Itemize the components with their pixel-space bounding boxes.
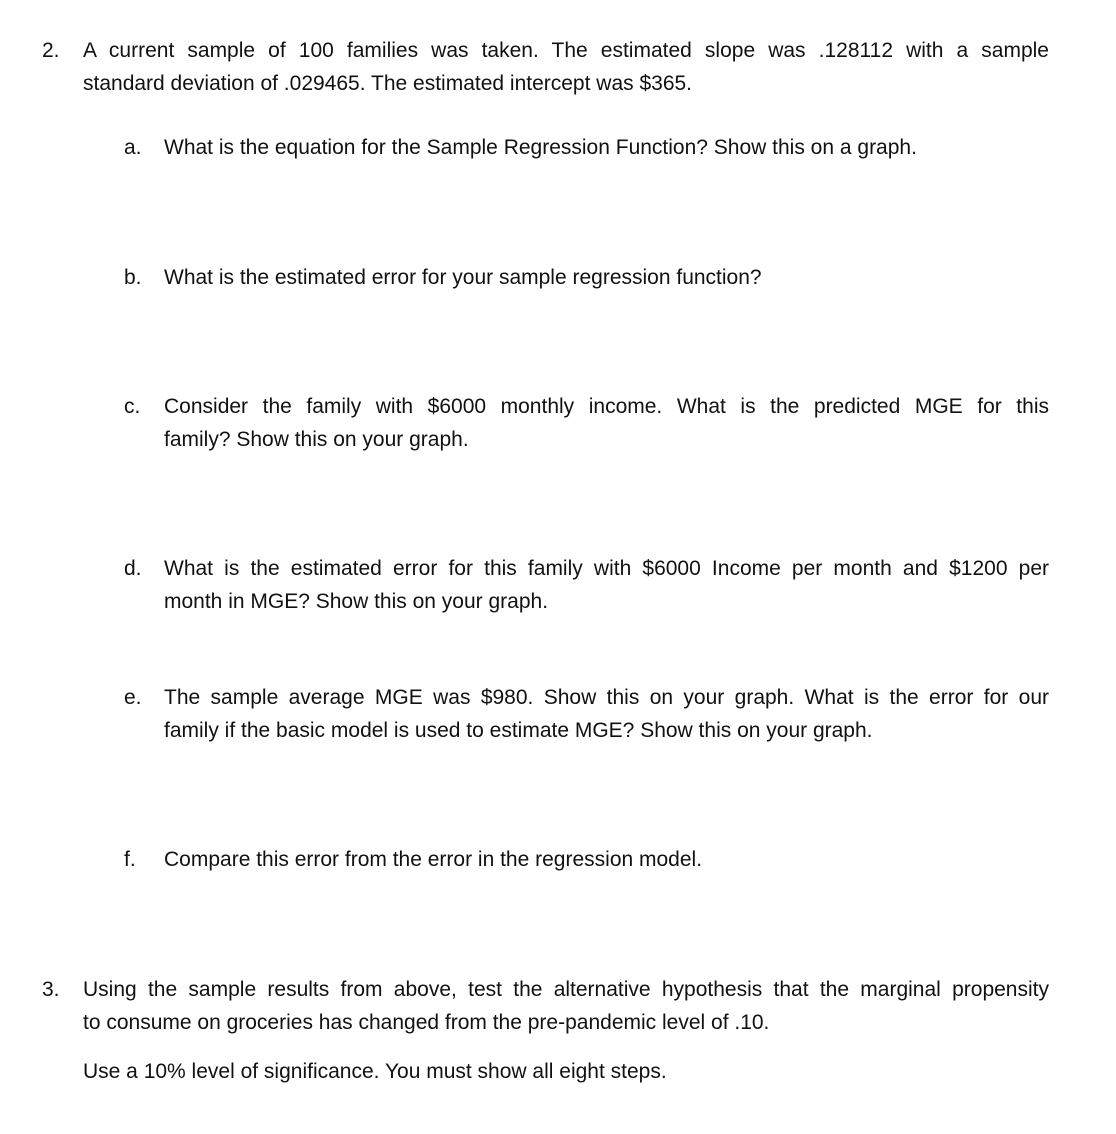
question-number: 3.: [42, 978, 60, 1001]
question-text-line: A current sample of 100 families was taken. The estimated slope was .128112 with a sample: [83, 39, 1049, 62]
question-number: 2.: [42, 39, 60, 62]
part-label: f.: [124, 848, 136, 871]
part-text-line: family if the basic model is used to estimate MGE? Show this on your graph.: [164, 719, 873, 742]
part-text: [164, 681, 1049, 747]
part-label: e.: [124, 686, 142, 709]
part-label: c.: [124, 395, 141, 418]
part-text-line: family? Show this on your graph.: [164, 428, 469, 451]
part-text-line: What is the estimated error for your sample regression function?: [164, 266, 762, 289]
part-label: d.: [124, 557, 142, 580]
part-text: [164, 843, 1049, 876]
part-text-line: The sample average MGE was $980. Show this on your graph. What is the error for our: [164, 686, 1049, 709]
question-text-line: to consume on groceries has changed from the pre-pandemic level of .10.: [83, 1011, 770, 1034]
part-text: [164, 131, 1049, 164]
question-text-line: Using the sample results from above, test the alternative hypothesis that the marginal propensity: [83, 978, 1049, 1001]
part-text-line: month in MGE? Show this on your graph.: [164, 590, 549, 613]
instruction-text: [83, 1055, 1049, 1088]
part-text-line: Compare this error from the error in the regression model.: [164, 848, 703, 871]
part-text: [164, 552, 1049, 618]
question-text-line: standard deviation of .029465. The estimated intercept was $365.: [83, 72, 693, 95]
part-text-line: What is the equation for the Sample Regression Function? Show this on a graph.: [164, 136, 917, 159]
question-text: [83, 34, 1049, 100]
question-text: [83, 973, 1049, 1039]
part-text-line: Consider the family with $6000 monthly income. What is the predicted MGE for this: [164, 395, 1049, 418]
part-label: a.: [124, 136, 142, 159]
part-text: [164, 390, 1049, 456]
part-text-line: What is the estimated error for this family with $6000 Income per month and $1200 per: [164, 557, 1049, 580]
part-label: b.: [124, 266, 142, 289]
part-text: [164, 261, 1049, 294]
instruction-line: Use a 10% level of significance. You must show all eight steps.: [83, 1060, 667, 1083]
